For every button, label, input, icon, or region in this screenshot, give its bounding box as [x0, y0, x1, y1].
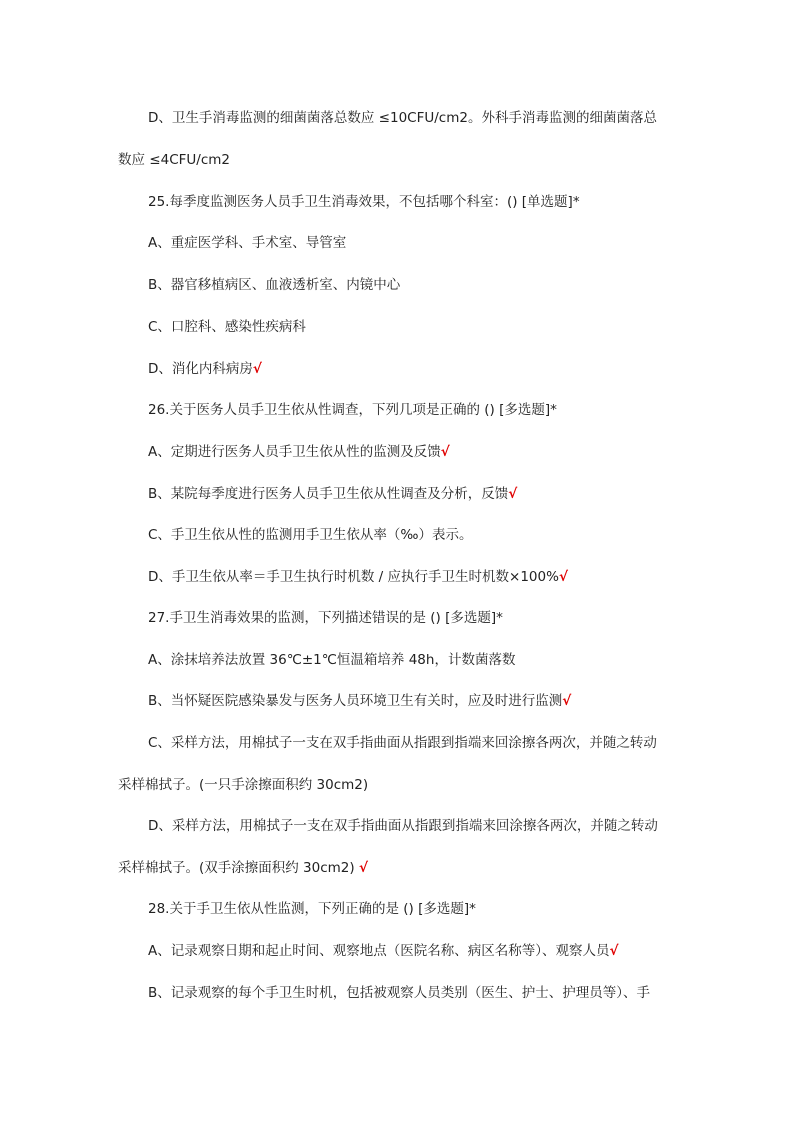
text-line: 采样棉拭子。(双手涂擦面积约 30cm2) √ — [118, 860, 368, 876]
text-line: 数应 ≤4CFU/cm2 — [118, 152, 230, 168]
option-line: B、当怀疑医院感染暴发与医务人员环境卫生有关时，应及时进行监测√ — [148, 693, 572, 709]
option-line: A、重症医学科、手术室、导管室 — [148, 235, 347, 251]
option-line: B、某院每季度进行医务人员手卫生依从性调查及分析，反馈√ — [148, 486, 518, 502]
option-line: D、消化内科病房√ — [148, 361, 262, 377]
question-25: 25.每季度监测医务人员手卫生消毒效果，不包括哪个科室：() [单选题]* — [148, 194, 580, 210]
option-line: A、记录观察日期和起止时间、观察地点（医院名称、病区名称等）、观察人员√ — [148, 943, 619, 959]
option-line: D、采样方法，用棉拭子一支在双手指曲面从指跟到指端来回涂擦各两次，并随之转动 — [148, 818, 658, 834]
option-line: C、手卫生依从性的监测用手卫生依从率（‰）表示。 — [148, 527, 473, 543]
option-line: D、手卫生依从率＝手卫生执行时机数 / 应执行手卫生时机数×100%√ — [148, 569, 568, 585]
check-mark-icon: √ — [358, 860, 368, 876]
check-mark-icon: √ — [252, 361, 262, 377]
option-line: C、采样方法，用棉拭子一支在双手指曲面从指跟到指端来回涂擦各两次，并随之转动 — [148, 735, 657, 751]
check-mark-icon: √ — [562, 693, 572, 709]
text-line: 采样棉拭子。(一只手涂擦面积约 30cm2) — [118, 777, 369, 793]
option-line: A、涂抹培养法放置 36℃±1℃恒温箱培养 48h，计数菌落数 — [148, 652, 516, 668]
check-mark-icon: √ — [609, 943, 619, 959]
text-line: D、卫生手消毒监测的细菌菌落总数应 ≤10CFU/cm2。外科手消毒监测的细菌菌落总 — [148, 110, 657, 126]
question-27: 27.手卫生消毒效果的监测，下列描述错误的是 () [多选题]* — [148, 610, 503, 626]
check-mark-icon: √ — [558, 569, 568, 585]
question-28: 28.关于手卫生依从性监测，下列正确的是 () [多选题]* — [148, 901, 476, 917]
check-mark-icon: √ — [508, 486, 518, 502]
check-mark-icon: √ — [440, 444, 450, 460]
option-line: A、定期进行医务人员手卫生依从性的监测及反馈√ — [148, 444, 450, 460]
option-line: C、口腔科、感染性疾病科 — [148, 319, 306, 335]
question-26: 26.关于医务人员手卫生依从性调查，下列几项是正确的 () [多选题]* — [148, 402, 557, 418]
option-line: B、器官移植病区、血液透析室、内镜中心 — [148, 277, 401, 293]
option-line: B、记录观察的每个手卫生时机，包括被观察人员类别（医生、护士、护理员等）、手 — [148, 985, 651, 1001]
